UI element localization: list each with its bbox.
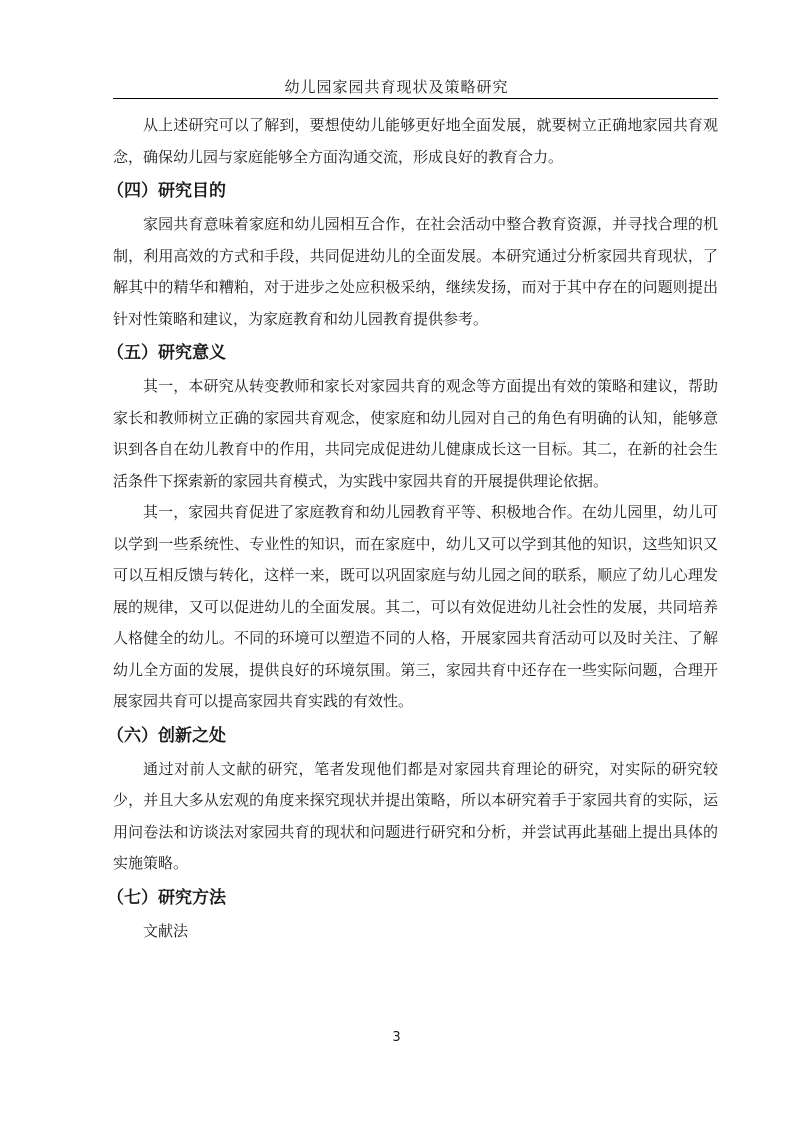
- heading-innovation: （六）创新之处: [107, 725, 226, 746]
- heading-research-methods: （七）研究方法: [107, 887, 226, 908]
- paragraph-practical-significance: 其一，家园共育促进了家庭教育和幼儿园教育平等、积极地合作。在幼儿园里，幼儿可以学到一些系统性、专业性的知识，而在家庭中，幼儿又可以学到其他的知识，这些知识又可以互相反馈与转化，这样一来，既可以巩固家庭与幼儿园之间的联系，顺应了幼儿心理发展的规律，又可以促进幼儿的全面发展。其二，可以有效促进幼儿社会性的发展，共同培养人格健全的幼儿。不同的环境可以塑造不同的人格，开展家园共育活动可以及时关注、了解幼儿全方面的发展，提供良好的环境氛围。第三，家园共育中还存在一些实际问题，合理开展家园共育可以提高家园共育实践的有效性。: [113, 503, 718, 710]
- document-body: [107, 110, 718, 947]
- paragraph-research-purpose: 家园共育意味着家庭和幼儿园相互合作，在社会活动中整合教育资源，并寻找合理的机制，利用高效的方式和手段，共同促进幼儿的全面发展。本研究通过分析家园共育现状，了解其中的精华和糟粕，对于进步之处应积极采纳，继续发扬，而对于其中存在的问题则提出针对性策略和建议，为家庭教育和幼儿园教育提供参考。: [113, 215, 718, 328]
- paragraph-literature-method: 文献法: [143, 921, 189, 940]
- page-number: 3: [392, 1030, 401, 1045]
- header-divider: [113, 98, 718, 99]
- paragraph-intro: 从上述研究可以了解到，要想使幼儿能够更好地全面发展，就要树立正确地家园共育观念，确保幼儿园与家庭能够全方面沟通交流，形成良好的教育合力。: [113, 116, 718, 166]
- heading-research-significance: （五）研究意义: [107, 343, 226, 363]
- heading-research-purpose: （四）研究目的: [107, 181, 226, 201]
- paragraph-theoretical-significance: 其一，本研究从转变教师和家长对家园共育的观念等方面提出有效的策略和建议，帮助家长和教师树立正确的家园共育观念，使家庭和幼儿园对自己的角色有明确的认知，能够意识到各自在幼儿教育中的作用，共同完成促进幼儿健康成长这一目标。其二，在新的社会生活条件下探索新的家园共育模式，为实践中家园共育的开展提供理论依据。: [113, 377, 718, 490]
- paragraph-innovation: 通过对前人文献的研究，笔者发现他们都是对家园共育理论的研究，对实际的研究较少，并且大多从宏观的角度来探究现状并提出策略，所以本研究着手于家园共育的实际，运用问卷法和访谈法对家园共育的现状和问题进行研究和分析，并尝试再此基础上提出具体的实施策略。: [113, 759, 718, 872]
- running-header-title: 幼儿园家园共育现状及策略研究: [284, 78, 509, 96]
